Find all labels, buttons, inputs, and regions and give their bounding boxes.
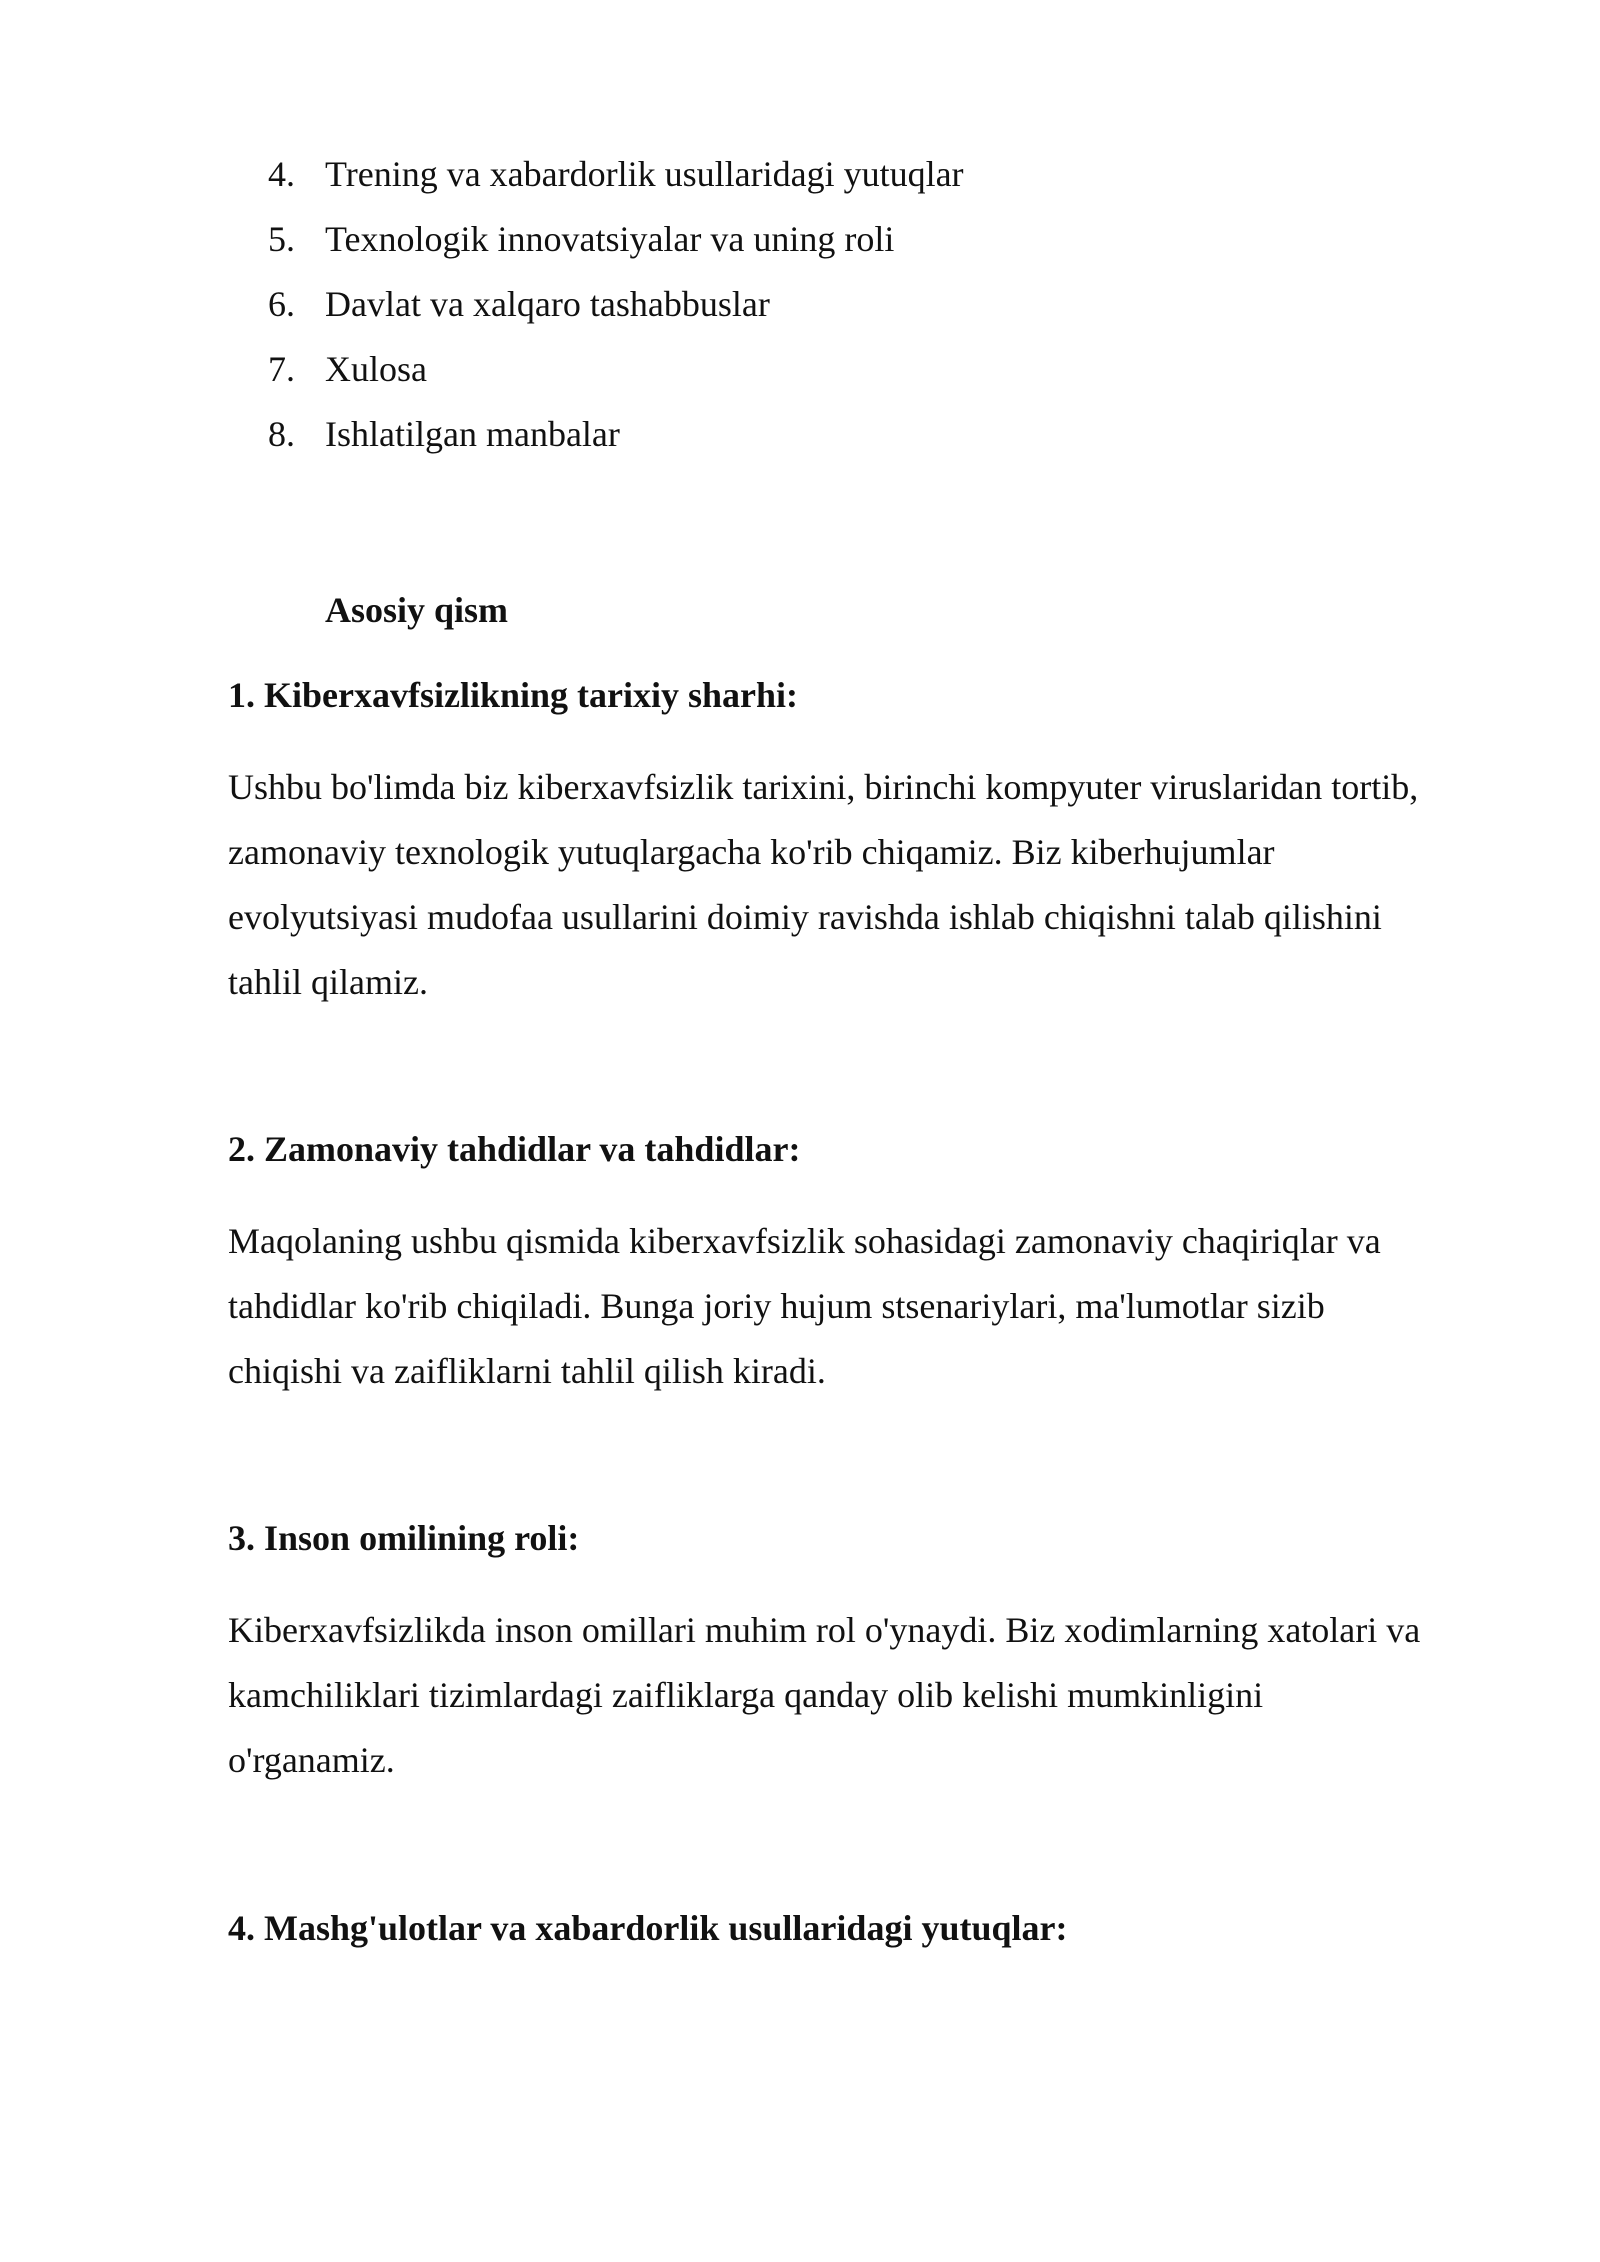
toc-item-number: 6. (268, 284, 295, 324)
toc-item-label: Texnologik innovatsiyalar va uning roli (325, 219, 895, 259)
paragraph-line: Maqolaning ushbu qismida kiberxavfsizlik sohasidagi zamonaviy chaqiriqlar va (228, 1221, 1381, 1261)
toc-item-label: Trening va xabardorlik usullaridagi yutuqlar (325, 154, 964, 194)
main-part-title: Asosiy qism (325, 590, 509, 630)
section-heading: 3. Inson omilining roli: (228, 1518, 580, 1558)
paragraph-line: tahlil qilamiz. (228, 962, 428, 1002)
toc-item (268, 148, 964, 213)
section-heading: 4. Mashg'ulotlar va xabardorlik usullaridagi yutuqlar: (228, 1908, 1068, 1948)
paragraph-line: o'rganamiz. (228, 1740, 395, 1780)
toc-item-number: 7. (268, 349, 295, 389)
section-training-advances (228, 1902, 1478, 1954)
paragraph-line: Ushbu bo'limda biz kiberxavfsizlik tarixini, birinchi kompyuter viruslaridan tortib, (228, 767, 1419, 807)
toc-item-label: Xulosa (325, 349, 427, 389)
toc-item (268, 408, 964, 473)
section-modern-threats (228, 1123, 1478, 1404)
toc-item-label: Davlat va xalqaro tashabbuslar (325, 284, 770, 324)
section-heading: 1. Kiberxavfsizlikning tarixiy sharhi: (228, 675, 799, 715)
toc-item (268, 278, 964, 343)
paragraph-line: Kiberxavfsizlikda inson omillari muhim rol o'ynaydi. Biz xodimlarning xatolari va (228, 1610, 1421, 1650)
toc-item (268, 213, 964, 278)
toc-item (268, 343, 964, 408)
toc-item-number: 5. (268, 219, 295, 259)
paragraph-line: tahdidlar ko'rib chiqiladi. Bunga joriy hujum stsenariylari, ma'lumotlar sizib (228, 1286, 1325, 1326)
section-paragraph (228, 755, 1478, 1015)
section-paragraph (228, 1209, 1478, 1404)
section-heading: 2. Zamonaviy tahdidlar va tahdidlar: (228, 1129, 801, 1169)
section-paragraph (228, 1598, 1478, 1793)
toc-item-label: Ishlatilgan manbalar (325, 414, 620, 454)
section-human-factor (228, 1512, 1478, 1793)
section-historical-overview (228, 669, 1478, 1015)
table-of-contents (268, 148, 964, 473)
toc-item-number: 8. (268, 414, 295, 454)
paragraph-line: kamchiliklari tizimlardagi zaifliklarga qanday olib kelishi mumkinligini (228, 1675, 1264, 1715)
paragraph-line: zamonaviy texnologik yutuqlargacha ko'rib chiqamiz. Biz kiberhujumlar (228, 832, 1275, 872)
toc-item-number: 4. (268, 154, 295, 194)
paragraph-line: chiqishi va zaifliklarni tahlil qilish kiradi. (228, 1351, 826, 1391)
paragraph-line: evolyutsiyasi mudofaa usullarini doimiy ravishda ishlab chiqishni talab qilishini (228, 897, 1382, 937)
